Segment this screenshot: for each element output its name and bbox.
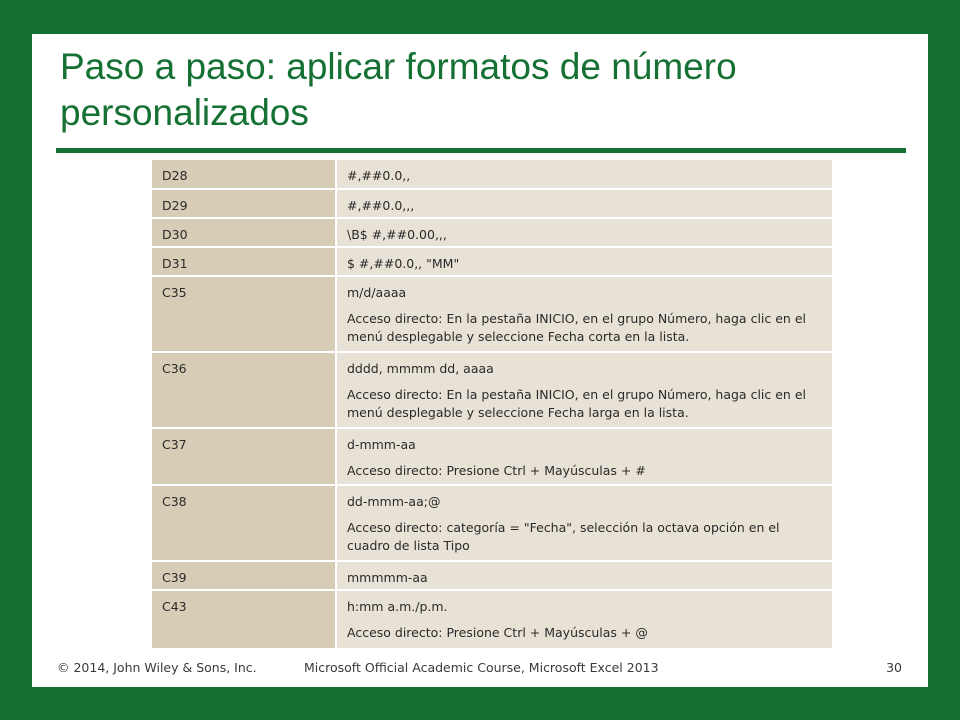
table-row — [152, 561, 832, 590]
slide-footer — [32, 658, 928, 678]
format-table — [152, 160, 832, 648]
cell-reference: C35 — [152, 276, 336, 352]
format-code — [336, 276, 832, 352]
cell-reference: C38 — [152, 485, 336, 561]
table-row — [152, 247, 832, 276]
format-code — [336, 561, 832, 590]
cell-reference: D29 — [152, 189, 336, 218]
cell-reference: C39 — [152, 561, 336, 590]
footer-course-title: Microsoft Official Academic Course, Microsoft Excel 2013 — [304, 660, 659, 675]
format-code-text: dd-mmm-aa;@ — [347, 494, 441, 509]
format-code — [336, 352, 832, 428]
format-code-text: \B$ #,##0.00,,, — [347, 227, 447, 242]
format-code-text: mmmmm-aa — [347, 570, 428, 585]
format-code — [336, 160, 832, 189]
format-code — [336, 428, 832, 485]
shortcut-note: Acceso directo: En la pestaña INICIO, en el grupo Número, haga clic en el menú desplegable y seleccione Fecha corta en la lista. — [347, 311, 806, 344]
format-code-text: $ #,##0.0,, "MM" — [347, 256, 460, 271]
cell-reference: C36 — [152, 352, 336, 428]
shortcut-note: Acceso directo: En la pestaña INICIO, en el grupo Número, haga clic en el menú desplegable y seleccione Fecha larga en la lista. — [347, 387, 806, 420]
format-code — [336, 218, 832, 247]
table-row — [152, 189, 832, 218]
shortcut-note: Acceso directo: Presione Ctrl + Mayúsculas + # — [347, 463, 646, 478]
table-row — [152, 590, 832, 648]
format-code — [336, 485, 832, 561]
format-table-image — [152, 160, 832, 648]
table-row — [152, 276, 832, 352]
shortcut-note: Acceso directo: categoría = "Fecha", selección la octava opción en el cuadro de lista Tipo — [347, 520, 780, 553]
cell-reference: C43 — [152, 590, 336, 648]
format-code-text: d-mmm-aa — [347, 437, 416, 452]
table-row — [152, 428, 832, 485]
format-code-text: #,##0.0,,, — [347, 198, 415, 213]
format-code-text: dddd, mmmm dd, aaaa — [347, 361, 494, 376]
format-code — [336, 247, 832, 276]
shortcut-note: Acceso directo: Presione Ctrl + Mayúsculas + @ — [347, 625, 648, 640]
format-code — [336, 590, 832, 648]
format-code-text: m/d/aaaa — [347, 285, 407, 300]
table-row — [152, 352, 832, 428]
format-code — [336, 189, 832, 218]
cell-reference: C37 — [152, 428, 336, 485]
format-code-text: h:mm a.m./p.m. — [347, 599, 448, 614]
cell-reference: D30 — [152, 218, 336, 247]
footer-copyright: © 2014, John Wiley & Sons, Inc. — [57, 660, 257, 675]
format-code-text: #,##0.0,, — [347, 168, 411, 183]
cell-reference: D31 — [152, 247, 336, 276]
table-row — [152, 160, 832, 189]
slide-title: Paso a paso: aplicar formatos de número personalizados — [60, 46, 737, 133]
table-row — [152, 485, 832, 561]
page-number: 30 — [886, 660, 902, 675]
slide — [32, 34, 928, 687]
title-underline — [56, 148, 906, 153]
cell-reference: D28 — [152, 160, 336, 189]
table-row — [152, 218, 832, 247]
